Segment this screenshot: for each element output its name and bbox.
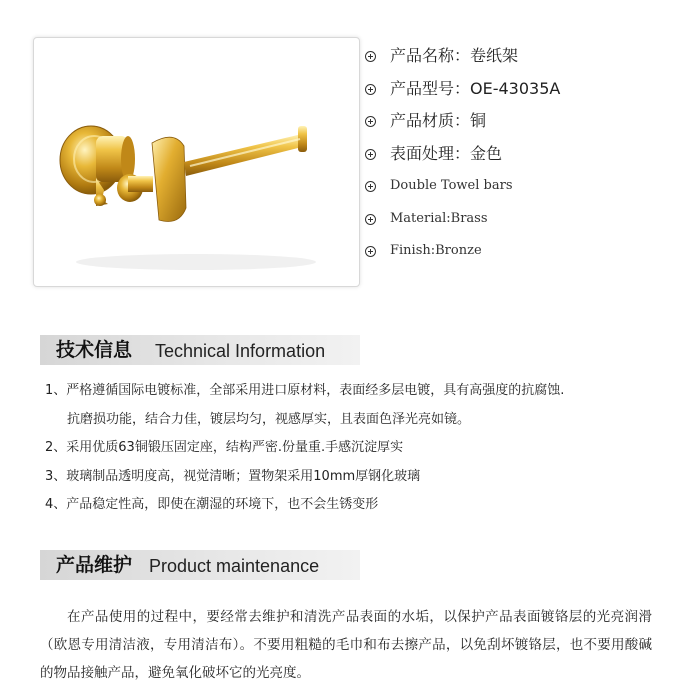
maintenance-header — [40, 550, 360, 580]
spec-name-en: Double Towel bars — [390, 178, 513, 193]
spec-item — [365, 174, 695, 207]
maintenance-paragraph: 在产品使用的过程中，要经常去维护和清洗产品表面的水垢，以保护产品表面镀铬层的光亮润滑（欧恩专用清洁液，专用清洁布）。不要用粗糙的毛巾和布去擦产品，以免刮坏镀铬层，也不要用酸碱的物品接触产品，避免氧化破坏它的光亮度。 — [40, 609, 652, 681]
spec-name: 产品名称：卷纸架 — [390, 46, 519, 65]
plus-circle-icon — [365, 84, 376, 95]
toilet-paper-holder-image — [34, 38, 359, 286]
spec-material-en: Material:Brass — [390, 210, 488, 226]
technical-line: 2、采用优质63铜锻压固定座，结构严密.份量重.手感沉淀厚实 — [45, 440, 404, 455]
spec-item — [365, 77, 695, 110]
technical-line: 抗磨损功能，结合力佳，镀层均匀，视感厚实，且表面色泽光亮如镜。 — [67, 411, 471, 427]
plus-circle-icon — [365, 214, 376, 225]
spec-item — [365, 239, 695, 272]
technical-title-cn: 技术信息 — [56, 339, 133, 361]
spec-finish-en: Finish:Bronze — [390, 243, 482, 258]
technical-title-en: Technical Information — [155, 341, 326, 361]
technical-line: 3、玻璃制品透明度高，视觉清晰；置物架采用10mm厚钢化玻璃 — [45, 468, 421, 484]
spec-material: 产品材质：铜 — [390, 111, 487, 130]
technical-info-header — [40, 335, 360, 365]
product-photo — [33, 37, 360, 287]
maintenance-title-en: Product maintenance — [149, 556, 320, 576]
plus-circle-icon — [365, 116, 376, 127]
technical-line: 4、产品稳定性高，即使在潮湿的环境下，也不会生锈变形 — [45, 497, 379, 512]
spec-model: 产品型号：OE-43035A — [390, 78, 561, 98]
spec-list — [365, 44, 695, 272]
spec-finish: 表面处理：金色 — [390, 143, 503, 163]
maintenance-title-cn: 产品维护 — [56, 554, 133, 576]
spec-item — [365, 142, 695, 175]
spec-item — [365, 44, 695, 77]
spec-item — [365, 109, 695, 142]
technical-line: 1、严格遵循国际电镀标准，全部采用进口原材料，表面经多层电镀，具有高强度的抗腐蚀. — [45, 383, 565, 398]
plus-circle-icon — [365, 149, 376, 160]
spec-item — [365, 207, 695, 240]
plus-circle-icon — [365, 51, 376, 62]
plus-circle-icon — [365, 181, 376, 192]
technical-list — [45, 380, 695, 523]
plus-circle-icon — [365, 246, 376, 257]
